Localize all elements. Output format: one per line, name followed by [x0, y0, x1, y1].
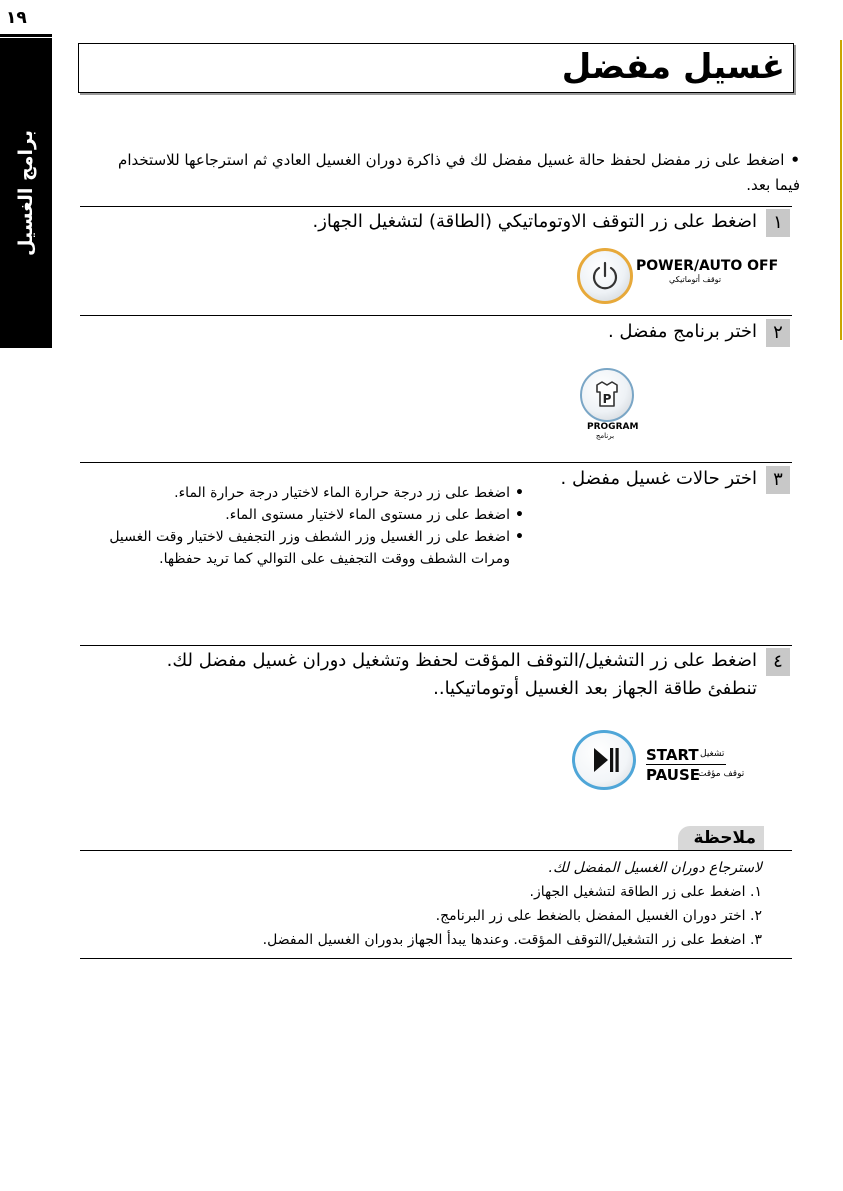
step-1-text: اضغط على زر التوقف الاوتوماتيكي (الطاقة) لتشغيل الجهاز.	[312, 211, 757, 232]
svg-text:P: P	[602, 392, 612, 406]
start-label-ar: تشغيل	[700, 749, 725, 759]
note-item: ١. اضغط على زر الطاقة لتشغيل الجهاز.	[529, 884, 762, 900]
step-4-text-line-2: تنطفئ طاقة الجهاز بعد الغسيل أوتوماتيكيا..	[433, 678, 757, 699]
top-rule	[0, 34, 52, 37]
section-divider	[80, 645, 792, 646]
page-number: ١٩	[6, 8, 27, 28]
note-body	[150, 856, 762, 952]
step-4-text: اضغط على زر التشغيل/التوقف المؤقت لحفظ وتشغيل دوران غسيل مفضل لك.	[166, 650, 757, 671]
intro-paragraph	[90, 148, 800, 198]
note-label	[678, 826, 764, 850]
start-pause-button[interactable]	[572, 730, 636, 790]
pause-label: PAUSE	[646, 766, 700, 784]
note-label-text: ملاحظة	[693, 828, 756, 848]
intro-line-1: •اضغط على زر مفضل لحفظ حالة غسيل مفضل لك في ذاكرة دوران الغسيل العادي ثم استرجاعها للاستخدام	[118, 151, 800, 169]
note-item: ٣. اضغط على زر التشغيل/التوقف المؤقت. وعندها يبدأ الجهاز بدوران الغسيل المفضل.	[262, 932, 762, 948]
power-button[interactable]	[577, 248, 633, 304]
section-divider	[80, 315, 792, 316]
step-4-number: ٤	[766, 648, 790, 676]
title-box	[78, 43, 794, 93]
start-pause-divider	[646, 764, 726, 765]
step-3-number: ٣	[766, 466, 790, 494]
note-divider-top	[80, 850, 792, 851]
step-3-bullet-list	[84, 482, 524, 570]
margin-marker	[840, 40, 842, 340]
start-label: START	[646, 746, 699, 764]
list-item: • اضغط على زر مستوى الماء لاختيار مستوى الماء.	[84, 504, 524, 526]
note-title: لاسترجاع دوران الغسيل المفضل لك.	[548, 860, 762, 876]
program-button-label: PROGRAM	[587, 422, 639, 432]
power-button-label-ar: توقف أتوماتيكي	[669, 275, 722, 284]
program-shirt-icon	[582, 370, 632, 420]
list-item: • اضغط على زر الغسيل وزر الشطف وزر التجفيف لاختيار وقت الغسيل ومرات الشطف ووقت التجفيف على التوالي كما تريد حفظها.	[84, 526, 524, 570]
intro-line-2: فيما بعد.	[746, 176, 800, 194]
note-divider-bottom	[80, 958, 792, 959]
pause-label-ar: توقف مؤقت	[698, 769, 745, 779]
play-pause-icon	[575, 733, 633, 787]
step-1-number: ١	[766, 209, 790, 237]
step-3-text: اختر حالات غسيل مفضل .	[560, 468, 757, 489]
section-divider	[80, 462, 792, 463]
program-button[interactable]	[580, 368, 634, 422]
section-side-tab-label: برامج الغسيل	[15, 130, 37, 256]
page-title: غسيل مفضل	[561, 47, 785, 87]
program-button-label-ar: برنامج	[595, 432, 615, 440]
list-item: • اضغط على زر درجة حرارة الماء لاختيار درجة حرارة الماء.	[84, 482, 524, 504]
step-2-text: اختر برنامج مفضل .	[607, 321, 757, 342]
power-icon	[580, 251, 630, 301]
section-divider	[80, 206, 792, 207]
note-item: ٢. اختر دوران الغسيل المفضل بالضغط على زر البرنامج.	[435, 908, 762, 924]
step-2-number: ٢	[766, 319, 790, 347]
power-button-label: POWER/AUTO OFF	[636, 258, 779, 274]
section-side-tab	[0, 38, 52, 348]
